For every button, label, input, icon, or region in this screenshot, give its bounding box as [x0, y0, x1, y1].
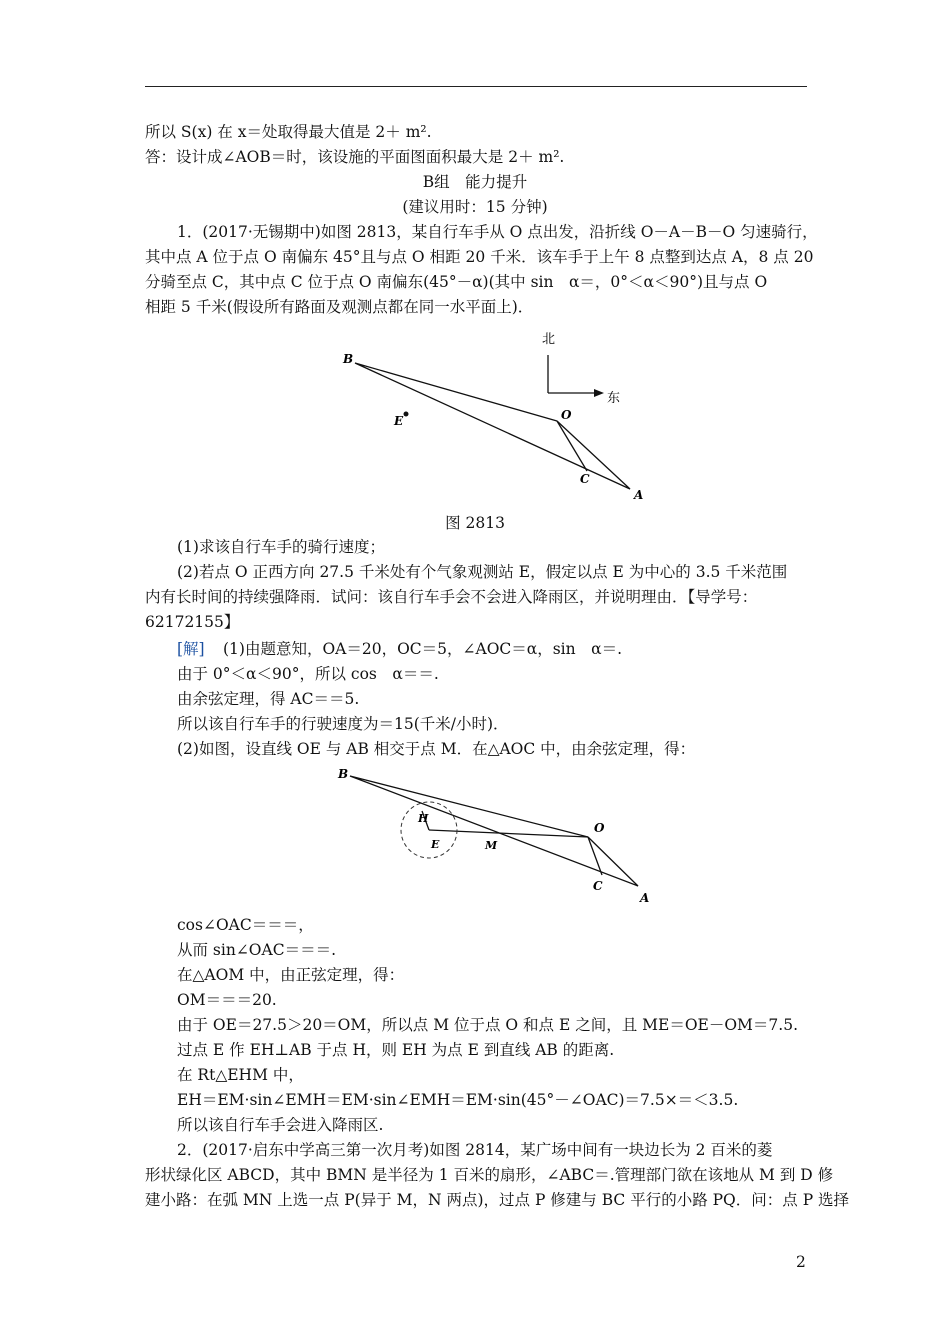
solution-line: 由于 0°＜α＜90°，所以 cos α＝＝. [177, 665, 439, 683]
north-label: 北 [542, 332, 556, 347]
solution-line: 在 Rt△EHM 中， [177, 1066, 304, 1084]
solution-line: cos∠OAC＝＝＝， [177, 916, 314, 934]
text-line: 所以 S(x) 在 x＝处取得最大值是 2＋ m². [145, 123, 432, 141]
header-rule [145, 86, 807, 87]
question-2: 内有长时间的持续强降雨．试问：该自行车手会不会进入降雨区，并说明理由．【导学号： [145, 588, 758, 606]
solution-line: 由于 OE＝27.5＞20＝OM，所以点 M 位于点 O 和点 E 之间，且 ME＝OE－OM＝7.5. [177, 1016, 799, 1034]
figure-2813 [330, 325, 650, 510]
point-o-label: O [561, 408, 572, 422]
point-e-label: E [394, 414, 404, 428]
point-b-label: B [338, 767, 349, 781]
question-2: (2)若点 O 正西方向 27.5 千米处有个气象观测站 E，假定以点 E 为中心的 3.5 千米范围 [177, 563, 788, 581]
text-line: 答：设计成∠AOB＝时，该设施的平面图面积最大是 2＋ m². [145, 148, 565, 166]
solution-tag: [解] [177, 640, 205, 658]
solution-line: (2)如图，设直线 OE 与 AB 相交于点 M．在△AOC 中，由余弦定理，得： [177, 740, 696, 758]
point-e-label: E [431, 838, 440, 851]
problem-1-text: 相距 5 千米(假设所有路面及观测点都在同一水平面上)． [145, 298, 534, 316]
problem-2-text: 形状绿化区 ABCD，其中 BMN 是半径为 1 百米的扇形，∠ABC＝.管理部门欲在该地从 M 到 D 修 [145, 1166, 834, 1184]
solution-line: OM＝＝＝20. [177, 991, 277, 1009]
solution-line: 在△AOM 中，由正弦定理，得： [177, 966, 405, 984]
figure-caption: 图 2813 [445, 514, 505, 532]
solution-line: 所以该自行车手的行驶速度为＝15(千米/小时)． [177, 715, 509, 733]
guide-number: 62172155】 [145, 613, 240, 631]
question-1: (1)求该自行车手的骑行速度； [177, 538, 385, 556]
solution-figure [330, 762, 660, 912]
point-a-label: A [640, 891, 650, 905]
section-subtitle: (建议用时：15 分钟) [402, 198, 548, 216]
problem-1-text: 1．(2017·无锡期中)如图 2813，某自行车手从 O 点出发，沿折线 O－A－B－O 匀速骑行， [177, 223, 818, 241]
problem-2-text: 2．(2017·启东中学高三第一次月考)如图 2814，某广场中间有一块边长为 2 百米的菱 [177, 1141, 773, 1159]
solution-line: (1)由题意知，OA＝20，OC＝5，∠AOC＝α，sin α＝. [223, 640, 623, 658]
point-a-label: A [634, 488, 644, 502]
solution-line: 从而 sin∠OAC＝＝＝. [177, 941, 336, 959]
point-c-label: C [593, 879, 603, 893]
solution-line: 由余弦定理，得 AC＝＝5. [177, 690, 360, 708]
point-c-label: C [580, 472, 590, 486]
page-number: 2 [796, 1253, 806, 1271]
point-o-label: O [594, 821, 605, 835]
section-title: B组 能力提升 [422, 173, 528, 191]
problem-1-text: 其中点 A 位于点 O 南偏东 45°且与点 O 相距 20 千米．该车手于上午 8 点整到达点 A，8 点 20 [145, 248, 814, 266]
problem-2-text: 建小路：在弧 MN 上选一点 P(异于 M，N 两点)，过点 P 修建与 BC 平行的小路 PQ．问：点 P 选择 [145, 1191, 850, 1209]
point-b-label: B [343, 352, 354, 366]
east-label: 东 [607, 391, 621, 406]
solution-line: EH＝EM·sin∠EMH＝EM·sin∠EMH＝EM·sin(45°－∠OAC)＝7.5×＝＜3.5. [177, 1091, 739, 1109]
point-m-label: M [485, 839, 498, 852]
problem-1-text: 分骑至点 C，其中点 C 位于点 O 南偏东(45°－α)(其中 sin α＝，0°＜α＜90°)且与点 O [145, 273, 768, 291]
solution-line: 所以该自行车手会进入降雨区. [177, 1116, 384, 1134]
solution-line: 过点 E 作 EH⊥AB 于点 H，则 EH 为点 E 到直线 AB 的距离. [177, 1041, 615, 1059]
point-h-label: H [418, 812, 429, 825]
